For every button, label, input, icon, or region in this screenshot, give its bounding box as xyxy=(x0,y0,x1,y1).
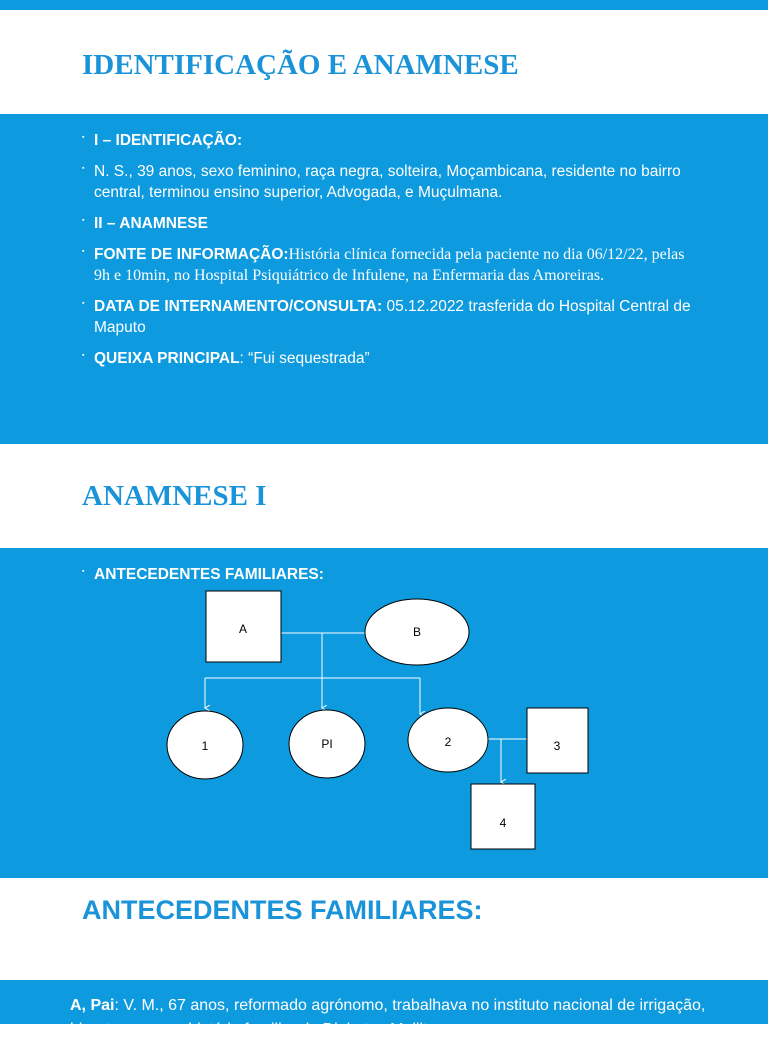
list-item: ▪ QUEIXA PRINCIPAL: “Fui sequestrada” xyxy=(82,348,702,369)
list-item: ▪ N. S., 39 anos, sexo feminino, raça negra, solteira, Moçambicana, residente no bairro central, terminou ensino superior, Advogada, e Muçulmana. xyxy=(82,161,702,203)
genogram-node-1 xyxy=(167,711,243,779)
svg-text:B: B xyxy=(412,625,422,639)
top-band xyxy=(0,0,768,10)
genogram-diagram xyxy=(0,548,768,878)
slide3-title: ANTECEDENTES FAMILIARES: xyxy=(82,895,483,925)
list-item: ▪ I – IDENTIFICAÇÃO: xyxy=(82,130,702,151)
svg-text:2: 2 xyxy=(444,735,452,749)
genogram-node-2 xyxy=(408,708,488,772)
svg-text:PI: PI xyxy=(321,737,333,751)
genogram-node-pi xyxy=(289,710,365,778)
list-item: ▪ II – ANAMNESE xyxy=(82,213,702,234)
svg-text:1: 1 xyxy=(201,739,209,753)
slide2-title: ANAMNESE I xyxy=(82,480,267,512)
genogram-node-4 xyxy=(471,784,535,849)
list-item: ▪ FONTE DE INFORMAÇÃO:História clínica fornecida pela paciente no dia 06/12/22, pelas 9h e 10min, no Hospital Psiquiátrico de Infulene, na Enfermaria das Amoreiras. xyxy=(82,244,702,286)
list-item: ▪ DATA DE INTERNAMENTO/CONSULTA: 05.12.2022 trasferida do Hospital Central de Maputo xyxy=(82,296,702,338)
genogram-node-b xyxy=(365,599,469,665)
slide1-title: IDENTIFICAÇÃO E ANAMNESE xyxy=(82,49,519,81)
list-item: ▪ ANTECEDENTES FAMILIARES: xyxy=(82,564,702,585)
svg-text:3: 3 xyxy=(553,739,561,753)
genogram-node-a xyxy=(206,591,281,662)
genogram-node-3 xyxy=(527,708,588,773)
slide1-bullet-list xyxy=(82,130,702,379)
svg-text:A: A xyxy=(238,622,248,636)
slide3-paragraph: A, Pai: V. M., 67 anos, reformado agrónomo, trabalhava no instituto nacional de irrigação, hipertenso, sem história familiar de Diabetes Mellitus e sem xyxy=(70,997,706,1038)
svg-text:4: 4 xyxy=(499,816,507,830)
